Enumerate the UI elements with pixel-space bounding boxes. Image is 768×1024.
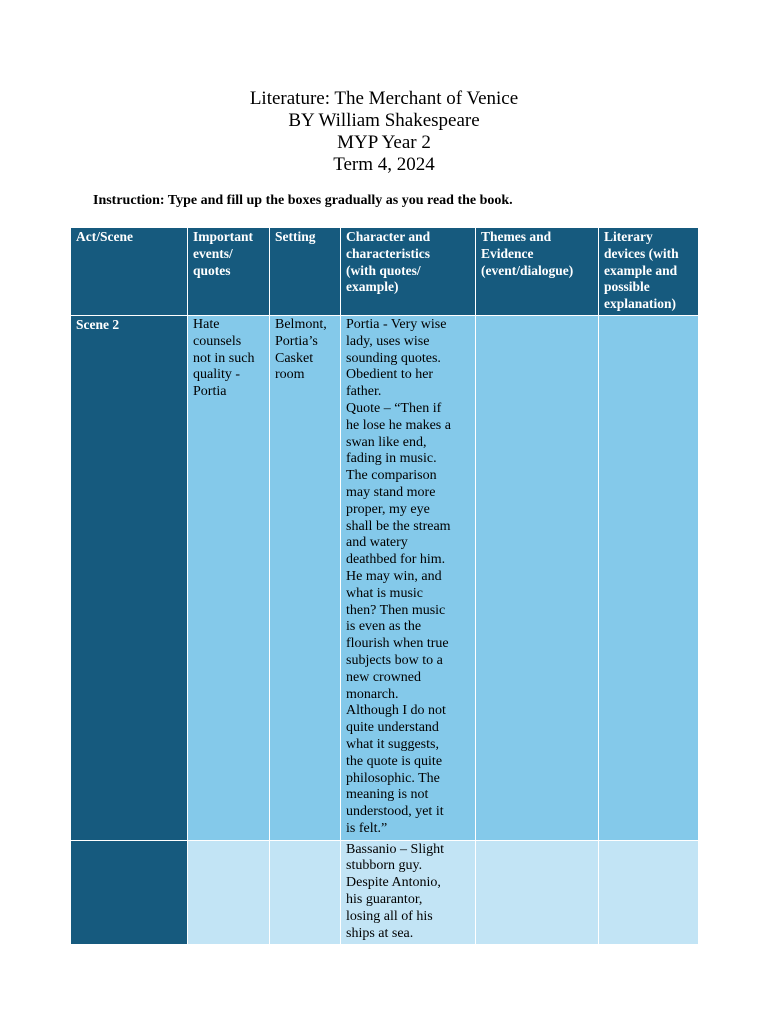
cell-text-line: Act/Scene bbox=[76, 229, 133, 244]
cell-text-line: quality - bbox=[193, 367, 241, 383]
cell-text-line: devices (with bbox=[604, 245, 679, 261]
cell-text-line: ships at sea. bbox=[346, 925, 414, 941]
cell-themes[interactable] bbox=[476, 840, 599, 945]
cell-text-line: monarch. bbox=[346, 686, 399, 702]
cell-text-line: Setting bbox=[275, 229, 316, 244]
cell-text-line: understood, yet it bbox=[346, 804, 444, 820]
cell-text-line: his guarantor, bbox=[346, 892, 423, 908]
cell-text-line: what it suggests, bbox=[346, 736, 439, 752]
cell-text-line: Quote – “Then if bbox=[346, 400, 442, 416]
cell-text-line: characteristics bbox=[346, 245, 430, 261]
cell-text-line: may stand more bbox=[346, 484, 436, 500]
cell-text-line: deathbed for him. bbox=[346, 552, 446, 568]
cell-text-line: and watery bbox=[346, 535, 408, 551]
cell-text-line: Casket bbox=[275, 350, 314, 366]
cell-text-line: not in such bbox=[193, 350, 255, 366]
cell-events[interactable] bbox=[188, 840, 270, 945]
cell-text-line: explanation) bbox=[604, 296, 677, 312]
cell-text-line: The comparison bbox=[346, 468, 437, 484]
cell-text-line: he lose he makes a bbox=[346, 417, 451, 433]
header-literary-devices bbox=[599, 228, 699, 316]
title-line-3: MYP Year 2 bbox=[337, 132, 431, 153]
cell-text-line: lady, uses wise bbox=[346, 333, 430, 349]
reading-log-table bbox=[70, 227, 699, 945]
cell-text-line: what is music bbox=[346, 585, 423, 601]
title-line-1: Literature: The Merchant of Venice bbox=[249, 88, 519, 109]
cell-text-line: (with quotes/ bbox=[346, 262, 421, 278]
header-setting bbox=[270, 228, 341, 316]
header-act-scene bbox=[71, 228, 188, 316]
cell-text-line: example and bbox=[604, 262, 678, 278]
cell-character[interactable] bbox=[341, 315, 476, 840]
cell-text-line: Obedient to her bbox=[346, 367, 434, 383]
cell-act[interactable]: Scene 2 bbox=[71, 315, 188, 840]
cell-text-line: Portia’s bbox=[275, 333, 318, 349]
instruction-text: Instruction: Type and fill up the boxes gradually as you read the book. bbox=[93, 193, 513, 208]
cell-text-line: Important bbox=[193, 229, 253, 244]
table-row bbox=[71, 840, 699, 945]
document-title bbox=[0, 88, 768, 176]
header-character bbox=[341, 228, 476, 316]
cell-text-line: quotes bbox=[193, 262, 231, 278]
cell-text-line: father. bbox=[346, 384, 382, 400]
cell-text-line: Character and bbox=[346, 229, 431, 244]
cell-text-line: fading in music. bbox=[346, 451, 437, 467]
cell-text-line: Belmont, bbox=[275, 316, 327, 332]
cell-text-line: flourish when true bbox=[346, 636, 449, 652]
cell-character[interactable] bbox=[341, 840, 476, 945]
cell-text-line: new crowned bbox=[346, 669, 422, 685]
cell-text-line: Despite Antonio, bbox=[346, 875, 441, 891]
cell-text-line: He may win, and bbox=[346, 568, 442, 584]
cell-text-line: then? Then music bbox=[346, 602, 446, 618]
cell-text-line: Hate bbox=[193, 316, 220, 332]
cell-devices[interactable] bbox=[599, 840, 699, 945]
cell-themes[interactable] bbox=[476, 315, 599, 840]
cell-text-line: swan like end, bbox=[346, 434, 427, 450]
cell-text-line: Portia bbox=[193, 384, 227, 400]
cell-text-line: Although I do not bbox=[346, 703, 446, 719]
cell-text-line: example) bbox=[346, 279, 399, 295]
cell-events[interactable] bbox=[188, 315, 270, 840]
cell-text-line: philosophic. The bbox=[346, 770, 440, 786]
cell-text-line: shall be the stream bbox=[346, 518, 451, 534]
cell-text-line: Evidence bbox=[481, 245, 534, 261]
title-line-4: Term 4, 2024 bbox=[333, 154, 435, 175]
cell-text-line: Portia - Very wise bbox=[346, 316, 447, 332]
cell-text-line: events/ bbox=[193, 245, 233, 261]
cell-text-line: stubborn guy. bbox=[346, 858, 423, 874]
header-themes bbox=[476, 228, 599, 316]
cell-text-line: is felt.” bbox=[346, 820, 388, 836]
cell-text-line: possible bbox=[604, 279, 650, 295]
cell-text-line: room bbox=[275, 367, 305, 383]
cell-text-line: quite understand bbox=[346, 720, 439, 736]
cell-text-line: Literary bbox=[604, 229, 653, 244]
cell-setting[interactable] bbox=[270, 840, 341, 945]
table-row bbox=[71, 315, 699, 840]
header-important-events bbox=[188, 228, 270, 316]
cell-text-line: subjects bow to a bbox=[346, 652, 443, 668]
cell-text-line: (event/dialogue) bbox=[481, 262, 574, 278]
cell-text-line: sounding quotes. bbox=[346, 350, 441, 366]
cell-text-line: is even as the bbox=[346, 619, 422, 635]
cell-text-line: Themes and bbox=[481, 229, 552, 244]
cell-text-line: the quote is quite bbox=[346, 753, 443, 769]
cell-text-line: counsels bbox=[193, 333, 242, 349]
cell-text-line: Bassanio – Slight bbox=[346, 841, 445, 857]
cell-text-line: proper, my eye bbox=[346, 501, 430, 517]
table-header-row bbox=[71, 228, 699, 316]
cell-devices[interactable] bbox=[599, 315, 699, 840]
cell-text-line: losing all of his bbox=[346, 908, 433, 924]
cell-act[interactable] bbox=[71, 840, 188, 945]
cell-text-line: meaning is not bbox=[346, 787, 429, 803]
title-line-2: BY William Shakespeare bbox=[288, 110, 480, 131]
cell-setting[interactable] bbox=[270, 315, 341, 840]
